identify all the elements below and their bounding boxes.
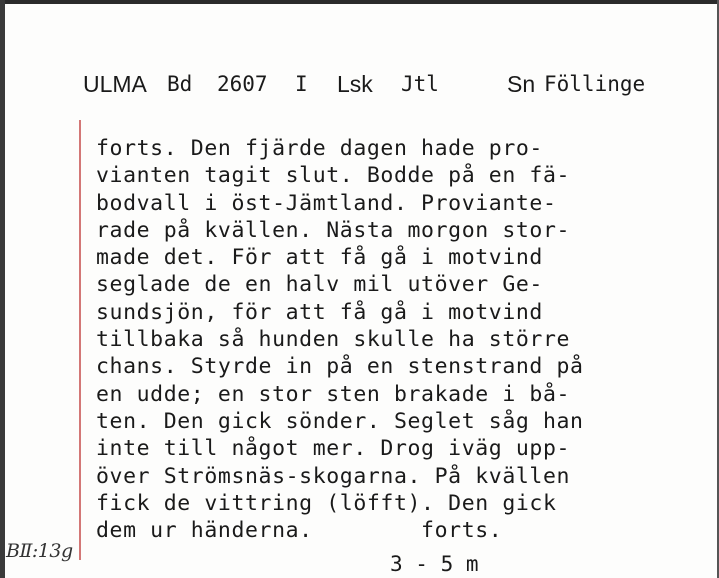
body-line: rade på kvällen. Nästa morgon stor-	[96, 217, 571, 243]
body-line: över Strömsnäs-skogarna. På kvällen	[96, 463, 571, 489]
body-line: inte till något mer. Drog iväg upp-	[96, 436, 571, 462]
card-header	[83, 66, 693, 102]
handwritten-archive-code: BⅡ:13g	[6, 540, 73, 562]
body-line: chans. Styrde in på en stenstrand på	[96, 354, 584, 380]
card-left-edge	[0, 0, 5, 578]
body-line: ten. Den gick sönder. Seglet såg han	[96, 408, 584, 434]
body-line: en udde; en stor sten brakade i bå-	[96, 381, 571, 407]
body-line: dem ur händerna. forts.	[96, 518, 503, 544]
body-line: forts. Den fjärde dagen hade pro-	[96, 136, 543, 161]
dimension-note: 3 - 5 m	[390, 552, 479, 576]
margin-rule	[79, 120, 81, 560]
archive-name: ULMA	[83, 71, 147, 97]
card-top-edge	[0, 0, 719, 4]
body-line: fick de vittring (löfft). Den gick	[96, 490, 557, 516]
volume-label: Bd	[167, 72, 193, 96]
parish-value: Föllinge	[544, 72, 646, 96]
volume-number: 2607	[217, 72, 268, 96]
body-line: made det. För att få gå i motvind	[96, 245, 543, 271]
section-numeral: I	[295, 72, 308, 96]
parish-label: Sn	[507, 71, 536, 97]
body-line: bodvall i öst-Jämtland. Proviante-	[96, 190, 557, 216]
body-line: tillbaka så hunden skulle ha större	[96, 327, 571, 353]
body-line: vianten tagit slut. Bodde på en fä-	[96, 163, 571, 189]
body-line: seglade de en halv mil utöver Ge-	[96, 272, 543, 298]
province-label: Lsk	[337, 71, 373, 97]
body-line: sundsjön, för att få gå i motvind	[96, 299, 543, 325]
province-value: Jtl	[401, 72, 439, 96]
card-body-text	[96, 135, 696, 544]
